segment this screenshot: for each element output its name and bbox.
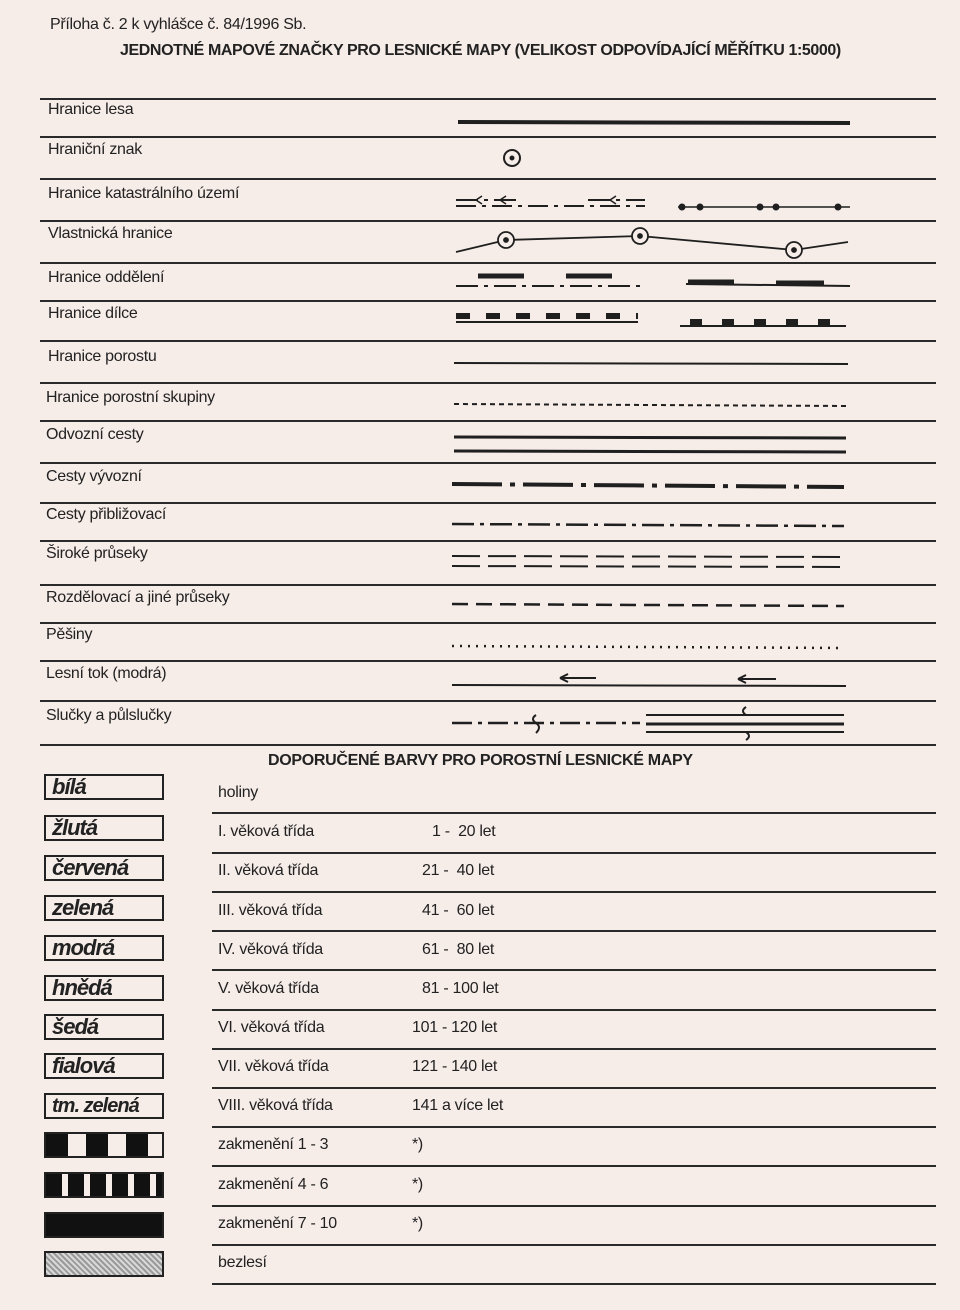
color-row-label: zakmenění 4 - 6 [218, 1176, 329, 1193]
color-row-label: bezlesí [218, 1254, 267, 1271]
color-swatch-blue: modrá [44, 935, 164, 961]
age-range: 21 - 40 let [422, 862, 495, 879]
footnote-mark: *) [412, 1136, 423, 1153]
symbol-label: Hranice dílce [48, 305, 138, 322]
divider [212, 1126, 936, 1128]
non-forest-pattern [44, 1251, 164, 1277]
symbol-label: Hranice porostní skupiny [46, 389, 215, 406]
wide-clearing-symbol [452, 556, 844, 567]
color-row-label: zakmenění 1 - 3 [218, 1136, 329, 1153]
page-title: JEDNOTNÉ MAPOVÉ ZNAČKY PRO LESNICKÉ MAPY (VELIKOST ODPOVÍDAJÍCÍ MĚŘÍTKU 1:5000) [120, 42, 841, 59]
color-swatch-yellow: žlutá [44, 815, 164, 841]
footnote-mark: *) [412, 1176, 423, 1193]
color-row-label: VIII. věková třída [218, 1097, 333, 1114]
color-swatch-violet: fialová [44, 1053, 164, 1079]
symbol-label: Cesty vývozní [46, 468, 142, 485]
divider [212, 891, 936, 893]
colors-section-title: DOPORUČENÉ BARVY PRO POROSTNÍ LESNICKÉ MAPY [268, 752, 693, 769]
boundary-mark-symbol [504, 150, 520, 166]
color-swatch-dark-green: tm. zelená [44, 1093, 164, 1119]
symbol-label: Cesty přibližovací [46, 506, 166, 523]
color-row-label: III. věková třída [218, 902, 323, 919]
loop-symbol [452, 707, 844, 740]
color-row-label: V. věková třída [218, 980, 319, 997]
forest-boundary-symbol [458, 122, 850, 123]
symbol-label: Hraniční znak [48, 141, 142, 158]
divider [212, 969, 936, 971]
divider [212, 1283, 936, 1285]
stocking-4-6-pattern [44, 1172, 164, 1198]
annex-reference: Příloha č. 2 k vyhlášce č. 84/1996 Sb. [50, 16, 307, 33]
color-row-label: IV. věková třída [218, 941, 323, 958]
symbol-label: Slučky a půlslučky [46, 707, 172, 724]
color-row-label: I. věková třída [218, 823, 314, 840]
divider [212, 852, 936, 854]
ownership-boundary-symbol [456, 228, 848, 258]
divider [212, 1087, 936, 1089]
footpath-symbol [452, 646, 844, 648]
divider [212, 1205, 936, 1207]
age-range: 81 - 100 let [422, 980, 499, 997]
forest-stream-symbol [452, 674, 846, 686]
division-clearing-symbol [452, 604, 844, 606]
divider [212, 1244, 936, 1246]
symbol-label: Hranice oddělení [48, 269, 165, 286]
skidding-road-symbol [452, 524, 844, 526]
age-range: 121 - 140 let [412, 1058, 498, 1075]
stocking-1-3-pattern [44, 1132, 164, 1158]
stand-boundary-symbol [454, 363, 848, 364]
symbol-label: Odvozní cesty [46, 426, 144, 443]
color-row-label: II. věková třída [218, 862, 319, 879]
symbol-label: Vlastnická hranice [48, 225, 173, 242]
symbol-label: Hranice lesa [48, 101, 134, 118]
age-range: 141 a více let [412, 1097, 503, 1114]
age-range: 41 - 60 let [422, 902, 495, 919]
color-row-label: VII. věková třída [218, 1058, 329, 1075]
symbol-label: Rozdělovací a jiné průseky [46, 589, 230, 606]
footnote-mark: *) [412, 1215, 423, 1232]
cadastral-boundary-symbol [456, 196, 850, 210]
division-boundary-symbol [456, 276, 850, 286]
stocking-7-10-pattern [44, 1212, 164, 1238]
divider [212, 1165, 936, 1167]
age-range: 61 - 80 let [422, 941, 495, 958]
symbol-label: Pěšiny [46, 626, 93, 643]
symbol-label: Hranice katastrálního území [48, 185, 240, 202]
color-row-label: holiny [218, 784, 259, 801]
age-range: 101 - 120 let [412, 1019, 498, 1036]
divider [212, 1048, 936, 1050]
color-row-label: VI. věková třída [218, 1019, 325, 1036]
color-swatch-gray: šedá [44, 1014, 164, 1040]
stand-group-boundary-symbol [454, 404, 848, 406]
symbol-label: Široké průseky [46, 545, 148, 562]
divider [212, 930, 936, 932]
color-row-label: zakmenění 7 - 10 [218, 1215, 337, 1232]
symbol-label: Lesní tok (modrá) [46, 665, 167, 682]
haul-road-symbol [454, 437, 846, 452]
color-swatch-red: červená [44, 855, 164, 881]
color-swatch-brown: hnědá [44, 975, 164, 1001]
symbol-label: Hranice porostu [48, 348, 157, 365]
color-swatch-white: bílá [44, 774, 164, 800]
extraction-road-symbol [452, 484, 844, 487]
divider [212, 1009, 936, 1011]
compartment-boundary-symbol [456, 316, 846, 326]
divider [212, 812, 936, 814]
color-swatch-green: zelená [44, 895, 164, 921]
age-range: 1 - 20 let [432, 823, 496, 840]
map-symbols [440, 90, 860, 750]
